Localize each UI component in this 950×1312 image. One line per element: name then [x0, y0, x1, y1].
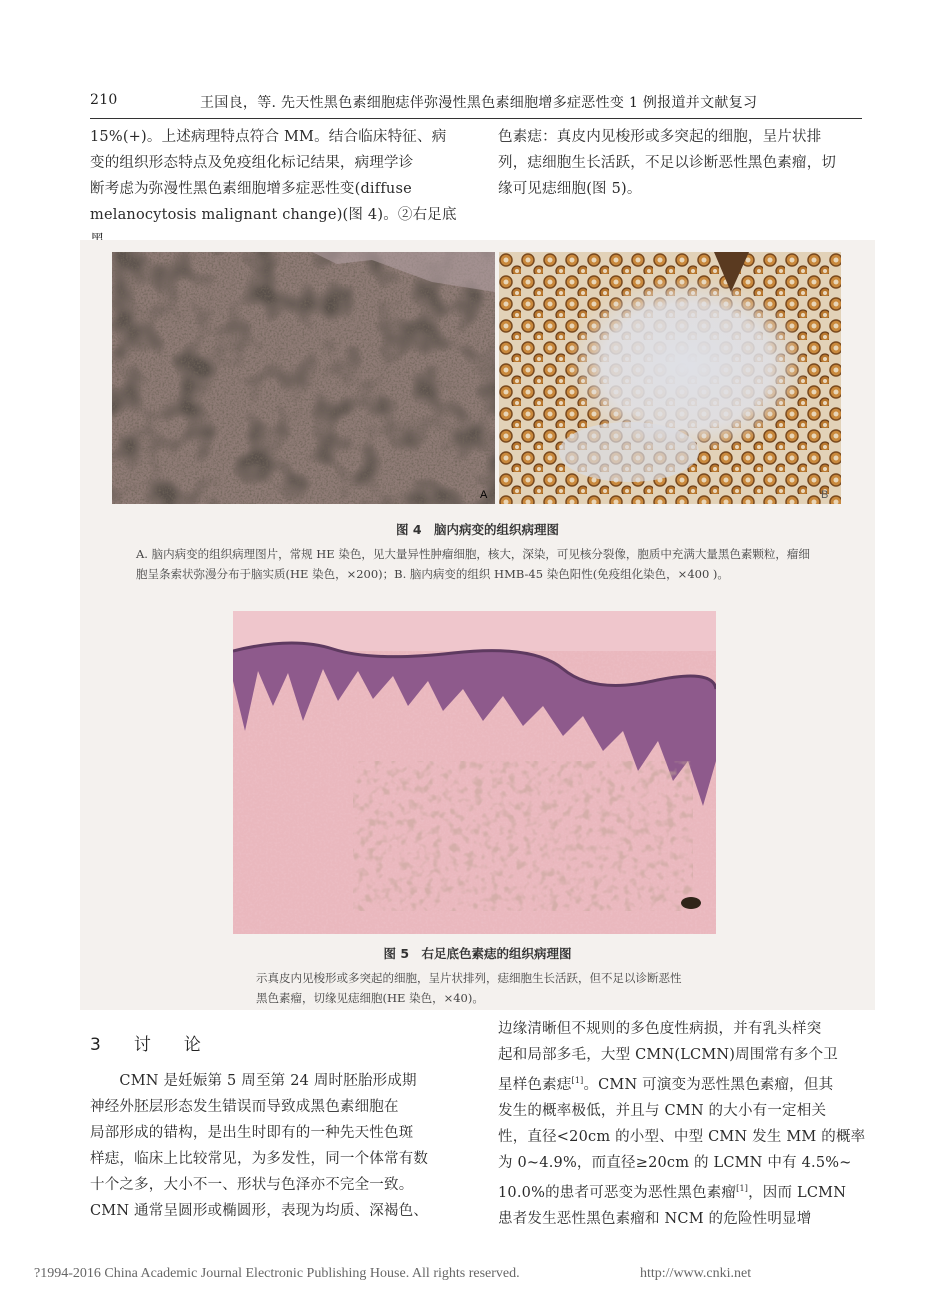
top-left-column — [90, 124, 470, 254]
figure4-panel-b-image — [499, 252, 841, 504]
text-line: 变的组织形态特点及免疫组化标记结果，病理学诊 — [90, 155, 414, 171]
text-line: 断考虑为弥漫性黑色素细胞增多症恶性变(diffuse — [90, 181, 412, 197]
figure4-panel-a-image — [112, 252, 495, 504]
text-line: 局部形成的错构，是出生时即有的一种先天性色斑 — [90, 1125, 414, 1141]
cnki-link[interactable]: http://www.cnki.net — [640, 1266, 752, 1281]
text-line: melanocytosis malignant change)(图 4)。②右足底 — [90, 207, 457, 223]
caption-line: 胞呈条索状弥漫分布于脑实质(HE 染色，×200)；B. 脑内病变的组织 HMB-45 染色阳性(免疫组化染色，×400 )。 — [136, 567, 729, 581]
copyright-notice: ?1994-2016 China Academic Journal Electronic Publishing House. All rights reserved. — [34, 1266, 520, 1281]
figure5-caption — [256, 968, 816, 1008]
figure4-title: 图 4 脑内病变的组织病理图 — [395, 522, 560, 537]
figure5-image — [233, 611, 716, 934]
text-line: CMN 是妊娠第 5 周至第 24 周时胚胎形成期 — [90, 1073, 417, 1089]
text-line: 起和局部多毛，大型 CMN(LCMN)周围常有多个卫 — [498, 1047, 839, 1063]
section-heading: 3 讨 论 — [90, 1035, 209, 1055]
text-line: 为 0~4.9%，而直径≥20cm 的 LCMN 中有 4.5%~ — [498, 1154, 852, 1171]
figure4-panel-b-label: B — [821, 489, 829, 501]
bottom-right-column — [498, 1016, 868, 1232]
text-line: 星样色素痣[1]。CMN 可演变为恶性黑色素瘤，但其 — [498, 1076, 834, 1093]
text-line: CMN 通常呈圆形或椭圆形，表现为均质、深褐色、 — [90, 1203, 429, 1219]
text-line: 15%(+)。上述病理特点符合 MM。结合临床特征、病 — [90, 129, 447, 145]
figure4-caption — [136, 544, 856, 584]
text-line: 缘可见痣细胞(图 5)。 — [498, 181, 642, 197]
text-line: 列，痣细胞生长活跃，不足以诊断恶性黑色素瘤，切 — [498, 155, 837, 171]
figure5-title: 图 5 右足底色素痣的组织病理图 — [383, 946, 572, 961]
text-line: 边缘清晰但不规则的多色度性病损，并有乳头样突 — [498, 1021, 822, 1037]
caption-line: 黑色素瘤，切缘见痣细胞(HE 染色，×40)。 — [256, 991, 484, 1005]
text-line: 发生的概率极低，并且与 CMN 的大小有一定相关 — [498, 1102, 827, 1119]
text-line: 神经外胚层形态发生错误而导致成黑色素细胞在 — [90, 1099, 399, 1115]
page-number: 210 — [90, 92, 118, 108]
bottom-left-column — [90, 1068, 470, 1224]
caption-line: A. 脑内病变的组织病理图片，常规 HE 染色，见大量异性肿瘤细胞，核大，深染，可见核分裂像，胞质中充满大量黑色素颗粒，瘤细 — [136, 547, 810, 561]
caption-line: 示真皮内见梭形或多突起的细胞，呈片状排列，痣细胞生长活跃，但不足以诊断恶性 — [256, 971, 682, 985]
header-rule — [90, 118, 862, 119]
citation-marker: [1] — [736, 1183, 749, 1193]
text-line: 患者发生恶性黑色素瘤和 NCM 的危险性明显增 — [498, 1210, 812, 1227]
figure4-panel-a-label: A — [480, 489, 488, 501]
text-line: 性，直径<20cm 的小型、中型 CMN 发生 MM 的概率 — [498, 1128, 866, 1145]
text-line: 色素痣：真皮内见梭形或多突起的细胞，呈片状排 — [498, 129, 822, 145]
citation-marker: [1] — [571, 1076, 584, 1085]
text-line: 10.0%的患者可恶变为恶性黑色素瘤[1]，因而 LCMN — [498, 1183, 847, 1201]
text-line: 样痣，临床上比较常见，为多发性，同一个体常有数 — [90, 1151, 429, 1167]
top-right-column — [498, 124, 868, 202]
text-line: 十个之多，大小不一、形状与色泽亦不完全一致。 — [90, 1177, 414, 1193]
running-title: 王国良，等. 先天性黑色素细胞痣伴弥漫性黑色素细胞增多症恶性变 1 例报道并文献复习 — [200, 95, 758, 111]
